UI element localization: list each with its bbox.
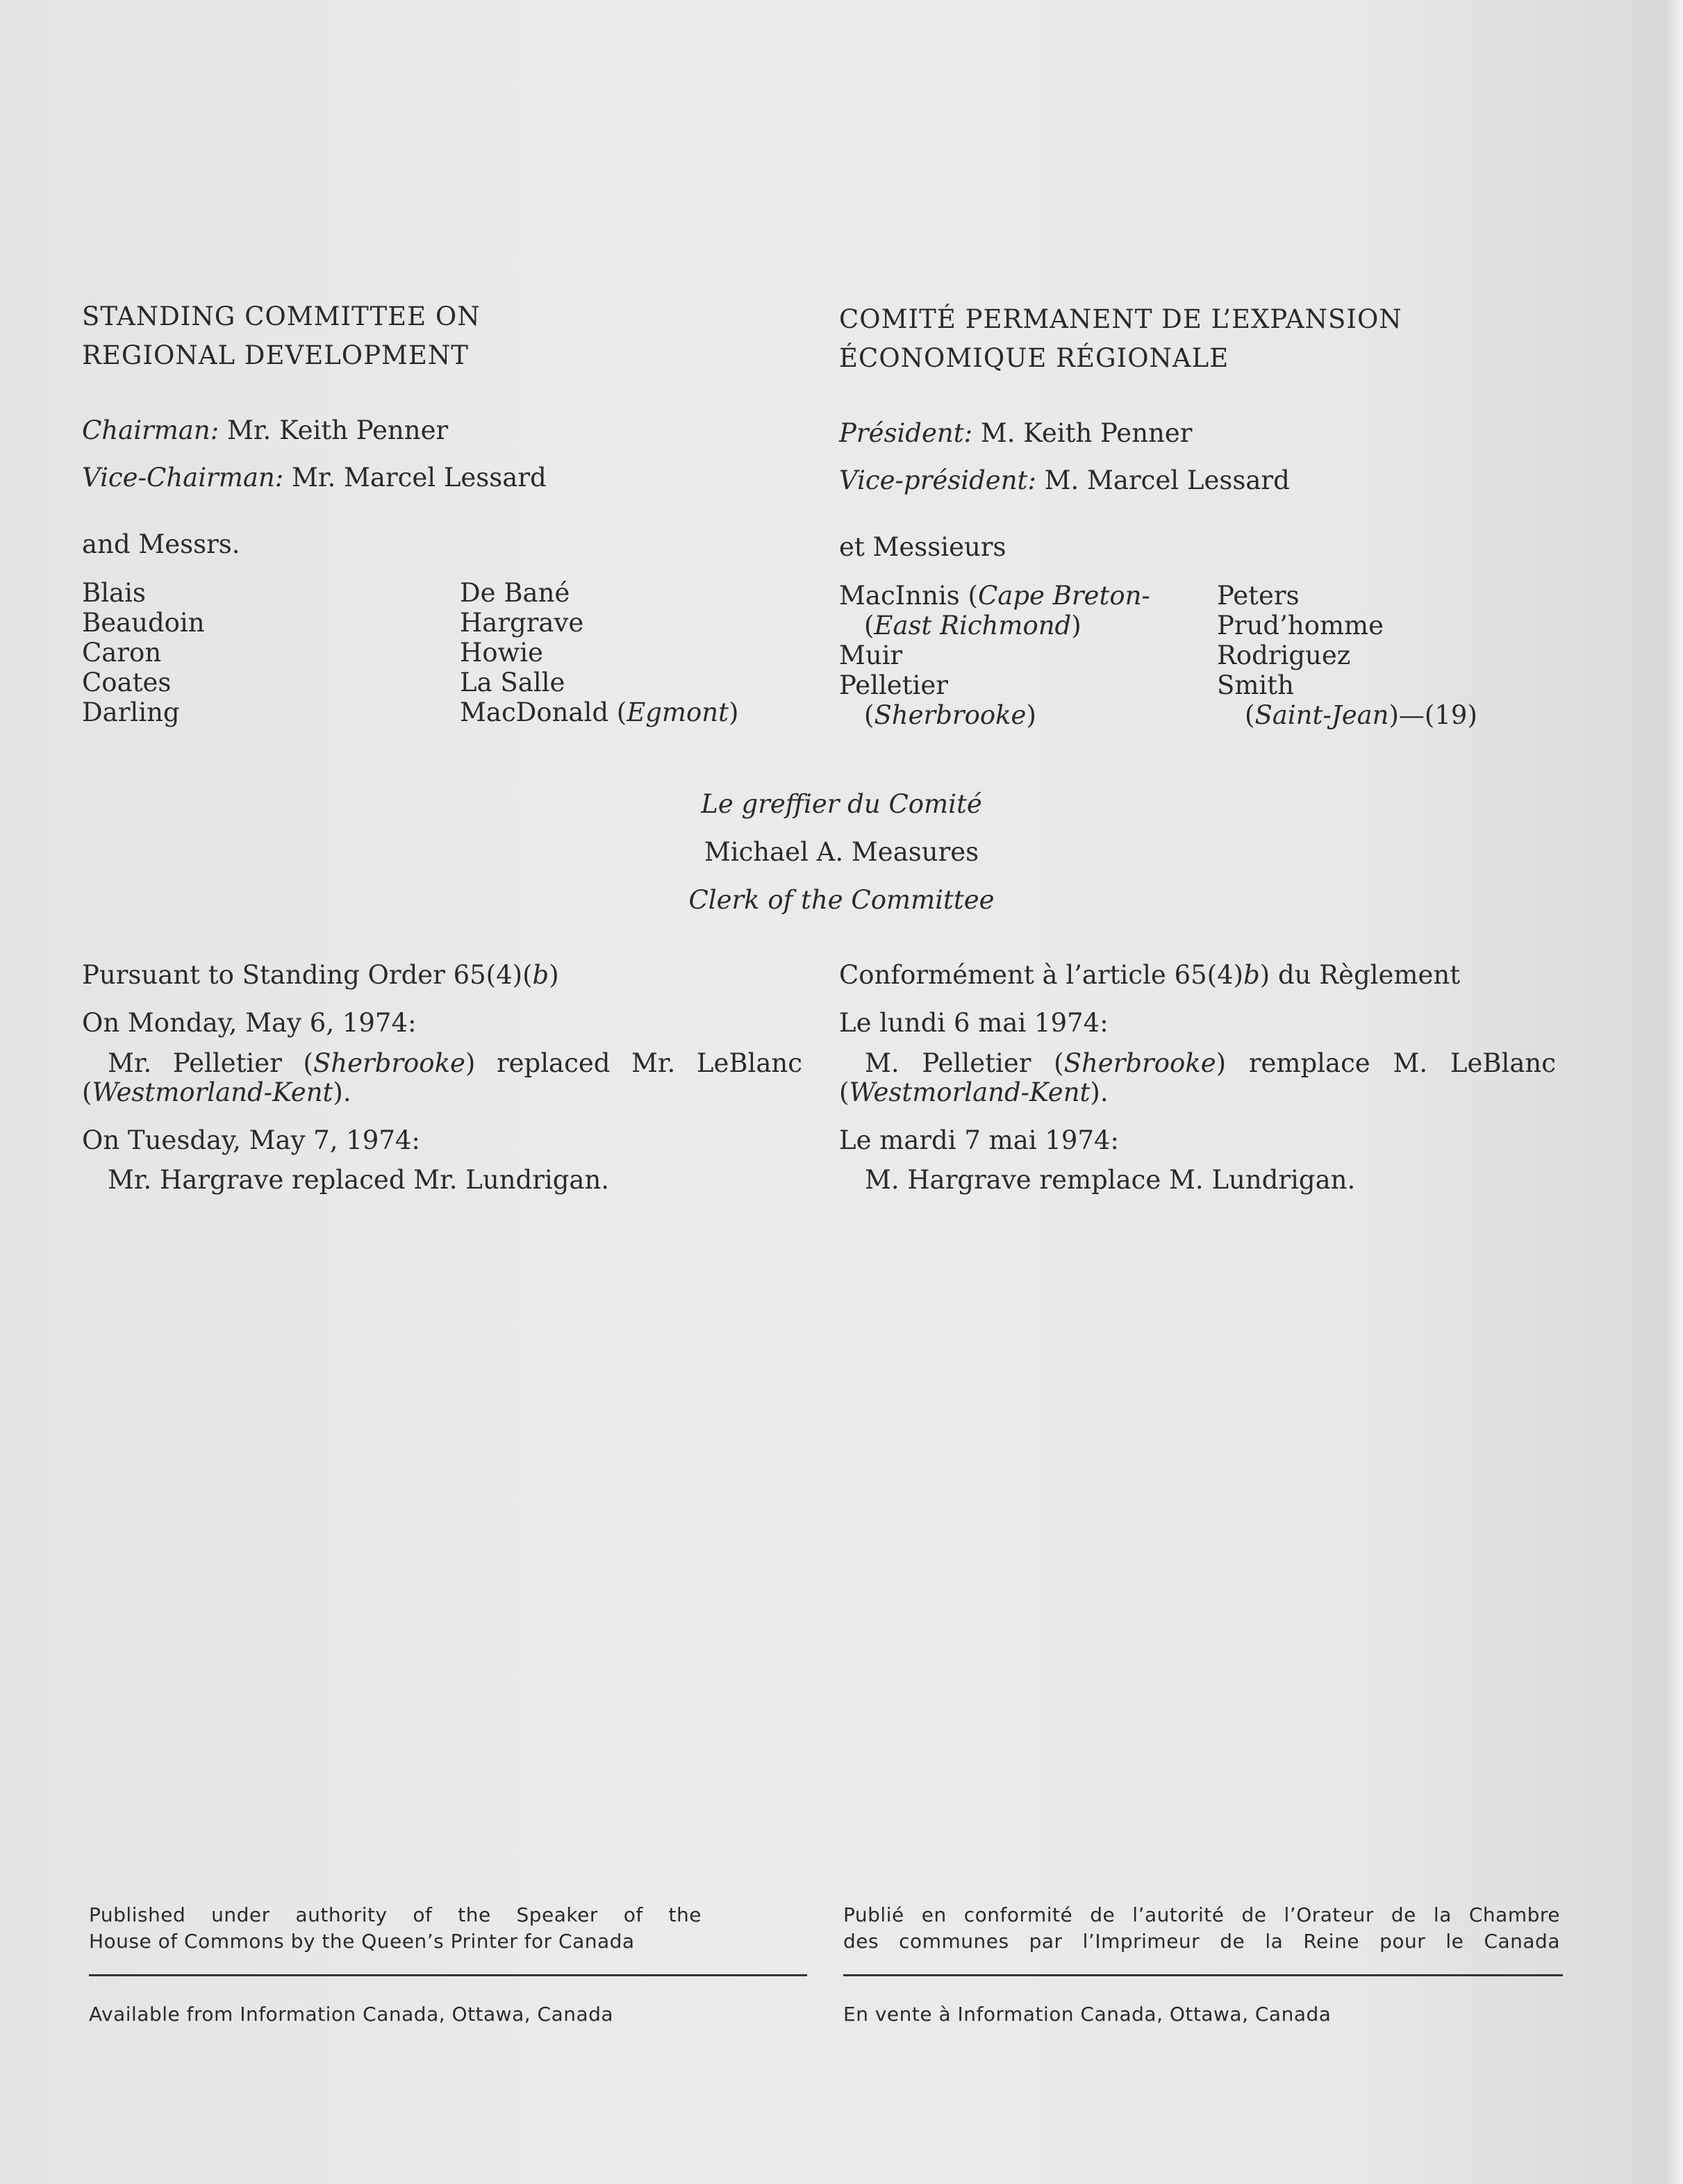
tuesday-heading: On Tuesday, May 7, 1974: — [82, 1125, 420, 1155]
available-line: Available from Information Canada, Ottawa, Canada — [89, 2003, 614, 2026]
member-smith-riding: (Saint-Jean)—(19) — [1245, 700, 1477, 730]
lundi-replacement-line-2: (Westmorland-Kent). — [839, 1077, 1109, 1107]
left-vice-chairman — [82, 463, 547, 493]
president-label: Président: — [839, 418, 973, 448]
member-pelletier-riding: (Sherbrooke) — [864, 700, 1036, 730]
member-macdonald: MacDonald (Egmont) — [460, 697, 739, 727]
vice-chairman-label: Vice-Chairman: — [82, 463, 284, 493]
president-name: M. Keith Penner — [980, 418, 1193, 448]
monday-replacement-line-1: Mr. Pelletier (Sherbrooke) replaced Mr. LeBlanc — [108, 1048, 802, 1078]
vice-chairman-name: Mr. Marcel Lessard — [291, 463, 547, 493]
left-heading-line-1: STANDING COMMITTEE ON — [82, 301, 481, 331]
member-name: Rodriguez — [1217, 640, 1351, 670]
conformement-line: Conformément à l’article 65(4)b) du Règlement — [839, 960, 1461, 990]
vice-president-name: M. Marcel Lessard — [1044, 465, 1290, 495]
published-line-2: House of Commons by the Queen’s Printer for Canada — [89, 1930, 635, 1953]
vice-president-label: Vice-président: — [839, 465, 1036, 495]
member-name: La Salle — [460, 668, 565, 697]
et-messieurs: et Messieurs — [839, 532, 1006, 562]
member-name: Coates — [82, 668, 172, 697]
chairman-name: Mr. Keith Penner — [226, 415, 449, 445]
member-name: Prud’homme — [1217, 611, 1384, 640]
vente-line: En vente à Information Canada, Ottawa, Canada — [843, 2003, 1332, 2026]
right-president — [839, 418, 1192, 449]
publie-line-2: des communes par l’Imprimeur de la Reine pour le Canada — [843, 1930, 1560, 1953]
greffier-label: Le greffier du Comité — [701, 789, 982, 819]
member-name: De Bané — [460, 578, 570, 608]
and-messrs: and Messrs. — [82, 529, 240, 559]
member-name: Blais — [82, 578, 146, 608]
chairman-label: Chairman: — [82, 415, 219, 445]
published-line-1: Published under authority of the Speaker of the — [89, 1903, 702, 1926]
right-vice-president — [839, 465, 1290, 496]
member-macinnis: MacInnis (Cape Breton- — [839, 581, 1150, 611]
clerk-name: Michael A. Measures — [704, 837, 979, 867]
left-heading-line-2: REGIONAL DEVELOPMENT — [82, 340, 469, 370]
publie-line-1: Publié en conformité de l’autorité de l’Orateur de la Chambre — [843, 1903, 1560, 1926]
tuesday-replacement: Mr. Hargrave replaced Mr. Lundrigan. — [108, 1165, 610, 1195]
member-macinnis-riding: (East Richmond) — [864, 611, 1081, 640]
left-heading — [82, 297, 481, 375]
mardi-replacement: M. Hargrave remplace M. Lundrigan. — [865, 1165, 1356, 1195]
members-column-2 — [460, 578, 738, 727]
clerk-title: Clerk of the Committee — [688, 885, 995, 915]
left-chairman — [82, 415, 448, 446]
members-column-4 — [1217, 581, 1477, 730]
members-column-1 — [82, 578, 205, 727]
member-name: Hargrave — [460, 608, 584, 638]
mardi-heading: Le mardi 7 mai 1974: — [839, 1125, 1120, 1155]
pursuant-line: Pursuant to Standing Order 65(4)(b) — [82, 960, 559, 990]
page-edge — [1665, 0, 1683, 2184]
right-heading-line-2: ÉCONOMIQUE RÉGIONALE — [839, 343, 1229, 373]
monday-heading: On Monday, May 6, 1974: — [82, 1008, 417, 1038]
right-heading-line-1: COMITÉ PERMANENT DE L’EXPANSION — [839, 304, 1402, 334]
members-column-3 — [839, 581, 1150, 730]
lundi-replacement-line-1: M. Pelletier (Sherbrooke) remplace M. LeBlanc — [865, 1048, 1556, 1078]
member-name: Beaudoin — [82, 608, 205, 638]
member-name: Pelletier — [839, 670, 948, 700]
monday-replacement-line-2: (Westmorland-Kent). — [82, 1077, 351, 1107]
member-name: Darling — [82, 697, 180, 727]
lundi-heading: Le lundi 6 mai 1974: — [839, 1008, 1109, 1038]
member-name: Muir — [839, 640, 903, 670]
member-name: Caron — [82, 638, 162, 668]
member-name: Howie — [460, 638, 543, 668]
footer-rule-right — [843, 1974, 1563, 1976]
member-name: Smith — [1217, 670, 1294, 700]
right-heading — [839, 300, 1402, 378]
member-name: Peters — [1217, 581, 1300, 611]
footer-rule-left — [89, 1974, 807, 1976]
